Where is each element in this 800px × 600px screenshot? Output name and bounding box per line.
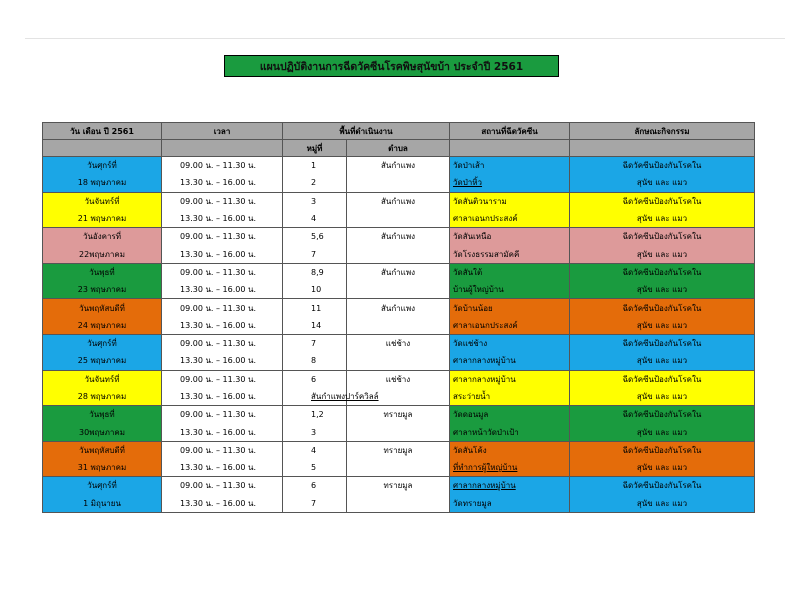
moo-cell — [283, 423, 347, 441]
activity-cell — [570, 228, 755, 246]
table-row — [43, 388, 755, 406]
day-cell — [43, 228, 162, 246]
activity-cell — [570, 459, 755, 477]
date-cell — [43, 174, 162, 192]
tambon-cell-text: ทรายมูล — [383, 445, 413, 455]
date-cell — [43, 495, 162, 513]
activity-cell — [570, 477, 755, 495]
place-cell — [450, 192, 570, 210]
table-row — [43, 263, 755, 281]
activity-cell — [570, 334, 755, 352]
place-cell — [450, 352, 570, 370]
tambon-cell — [347, 317, 450, 335]
activity-cell — [570, 388, 755, 406]
table-row — [43, 245, 755, 263]
tambon-cell-text: สันกำแพง — [380, 267, 416, 277]
place-cell-text: วัดป่าเส้า — [453, 161, 485, 171]
tambon-cell-text: แช่ช้าง — [385, 374, 411, 384]
table-row — [43, 299, 755, 317]
activity-cell-text: ฉีดวัคซีนป้องกันโรคใน — [622, 303, 702, 313]
place-cell-text: ศาลาเอนกประสงค์ — [453, 214, 518, 224]
day-cell — [43, 157, 162, 175]
time-cell — [162, 317, 283, 335]
tambon-cell-text: สันกำแพง — [380, 232, 416, 242]
moo-cell — [283, 192, 347, 210]
place-cell — [450, 245, 570, 263]
tambon-cell — [347, 192, 450, 210]
place-cell — [450, 299, 570, 317]
tambon-cell — [347, 157, 450, 175]
day-cell-text: วันพฤหัสบดีที่ — [79, 303, 125, 313]
tambon-cell — [347, 281, 450, 299]
activity-cell — [570, 495, 755, 513]
place-cell-text: ศาลากลางหมู่บ้าน — [453, 356, 516, 366]
day-cell-text: วันจันทร์ที่ — [84, 196, 120, 206]
place-cell-text: วัดโรงธรรมสามัคคี — [453, 249, 520, 259]
moo-cell — [283, 495, 347, 513]
table-subheader-row — [43, 140, 755, 157]
day-cell — [43, 263, 162, 281]
date-cell-text: 23 พฤษภาคม — [77, 285, 127, 295]
date-cell — [43, 459, 162, 477]
moo-cell — [283, 317, 347, 335]
time-cell-text: 09.00 น. – 11.30 น. — [180, 481, 256, 491]
place-cell-text: วัดดอนมูล — [453, 410, 489, 420]
header-activity: ลักษณะกิจกรรม — [570, 123, 755, 140]
moo-cell-text: 6 — [311, 481, 317, 491]
day-cell-text: วันศุกร์ที่ — [87, 339, 117, 349]
moo-cell-text: 1 — [311, 161, 317, 171]
moo-cell-text: 3 — [311, 196, 317, 206]
activity-cell-text: ฉีดวัคซีนป้องกันโรคใน — [622, 410, 702, 420]
activity-cell-text: สุนัข และ แมว — [636, 249, 688, 259]
table-row — [43, 370, 755, 388]
activity-cell-text: ฉีดวัคซีนป้องกันโรคใน — [622, 445, 702, 455]
moo-cell — [283, 228, 347, 246]
day-cell — [43, 334, 162, 352]
date-cell-text: 1 มิถุนายน — [83, 498, 121, 508]
activity-cell-text: สุนัข และ แมว — [636, 498, 688, 508]
time-cell-text: 09.00 น. – 11.30 น. — [180, 196, 256, 206]
tambon-cell — [347, 477, 450, 495]
table-row — [43, 406, 755, 424]
date-cell — [43, 210, 162, 228]
place-cell-text: วัดสันใต้ — [453, 267, 483, 277]
activity-cell — [570, 192, 755, 210]
activity-cell — [570, 317, 755, 335]
time-cell — [162, 352, 283, 370]
time-cell-text: 09.00 น. – 11.30 น. — [180, 374, 256, 384]
moo-cell — [283, 370, 347, 388]
moo-cell — [283, 388, 379, 406]
time-cell — [162, 370, 283, 388]
moo-cell — [283, 263, 347, 281]
time-cell — [162, 299, 283, 317]
place-cell — [450, 406, 570, 424]
day-cell-text: วันพุธที่ — [89, 410, 115, 420]
day-cell — [43, 477, 162, 495]
day-cell — [43, 299, 162, 317]
place-cell — [450, 423, 570, 441]
place-cell — [450, 157, 570, 175]
place-cell — [450, 495, 570, 513]
time-cell — [162, 441, 283, 459]
place-cell — [450, 317, 570, 335]
tambon-cell — [347, 263, 450, 281]
table-row — [43, 192, 755, 210]
moo-cell-text: 4 — [311, 445, 317, 455]
place-cell-text: วัดทรายมูล — [453, 498, 492, 508]
tambon-cell — [347, 459, 450, 477]
date-cell-text: 31 พฤษภาคม — [77, 463, 127, 473]
tambon-cell — [347, 352, 450, 370]
time-cell — [162, 495, 283, 513]
activity-cell-text: ฉีดวัคซีนป้องกันโรคใน — [622, 196, 702, 206]
tambon-cell — [347, 370, 450, 388]
time-cell — [162, 406, 283, 424]
activity-cell — [570, 157, 755, 175]
activity-cell — [570, 174, 755, 192]
time-cell — [162, 245, 283, 263]
place-cell — [450, 210, 570, 228]
tambon-cell — [347, 334, 450, 352]
place-cell-text: วัดสันโค้ง — [453, 445, 487, 455]
moo-cell-text: 4 — [311, 214, 317, 224]
place-cell — [450, 228, 570, 246]
place-cell-text: ที่ทำการผู้ใหญ่บ้าน — [453, 463, 518, 473]
place-cell-text: สระว่ายน้ำ — [453, 392, 491, 401]
date-cell — [43, 245, 162, 263]
activity-cell-text: สุนัข และ แมว — [636, 214, 688, 224]
time-cell-text: 09.00 น. – 11.30 น. — [180, 232, 256, 242]
activity-cell-text: ฉีดวัคซีนป้องกันโรคใน — [622, 267, 702, 277]
activity-cell-text: ฉีดวัคซีนป้องกันโรคใน — [622, 339, 702, 349]
moo-cell-text: 6 — [311, 374, 317, 384]
day-cell — [43, 441, 162, 459]
time-cell — [162, 477, 283, 495]
table-row — [43, 477, 755, 495]
header-area: พื้นที่ดำเนินงาน — [283, 123, 450, 140]
activity-cell — [570, 406, 755, 424]
header-blank — [43, 140, 162, 157]
table-row — [43, 334, 755, 352]
place-cell — [450, 263, 570, 281]
day-cell-text: วันจันทร์ที่ — [84, 374, 120, 384]
time-cell — [162, 263, 283, 281]
header-blank — [450, 140, 570, 157]
moo-cell — [283, 441, 347, 459]
activity-cell-text: ฉีดวัคซีนป้องกันโรคใน — [622, 232, 702, 242]
moo-cell-text: 8 — [311, 356, 317, 366]
moo-cell-text: 14 — [311, 320, 322, 330]
time-cell-text: 13.30 น. – 16.00 น. — [180, 214, 256, 224]
table-row — [43, 174, 755, 192]
date-cell-text: 28 พฤษภาคม — [77, 392, 127, 401]
time-cell-text: 09.00 น. – 11.30 น. — [180, 339, 256, 349]
time-cell — [162, 423, 283, 441]
day-cell-text: วันอังคารที่ — [82, 232, 122, 242]
table-row — [43, 228, 755, 246]
day-cell-text: วันพฤหัสบดีที่ — [79, 445, 125, 455]
date-cell — [43, 352, 162, 370]
moo-cell — [283, 245, 347, 263]
place-cell — [450, 477, 570, 495]
place-cell — [450, 441, 570, 459]
tambon-cell — [347, 174, 450, 192]
time-cell-text: 09.00 น. – 11.30 น. — [180, 410, 256, 420]
moo-cell-text: 5 — [311, 463, 317, 473]
time-cell — [162, 459, 283, 477]
tambon-cell — [347, 423, 450, 441]
time-cell — [162, 388, 283, 406]
page-title — [224, 55, 559, 77]
moo-cell — [283, 477, 347, 495]
header-blank — [162, 140, 283, 157]
time-cell-text: 13.30 น. – 16.00 น. — [180, 498, 256, 508]
day-cell — [43, 406, 162, 424]
tambon-cell — [347, 406, 450, 424]
date-cell-text: 25 พฤษภาคม — [77, 356, 127, 366]
place-cell-text: ศาลากลางหมู่บ้าน — [453, 481, 516, 491]
activity-cell-text: ฉีดวัคซีนป้องกันโรคใน — [622, 481, 702, 491]
moo-cell — [283, 157, 347, 175]
activity-cell-text: ฉีดวัคซีนป้องกันโรคใน — [622, 374, 702, 384]
place-cell — [450, 459, 570, 477]
time-cell — [162, 157, 283, 175]
day-cell-text: วันพุธที่ — [89, 267, 115, 277]
vaccination-schedule-table — [42, 122, 755, 513]
moo-cell — [283, 299, 347, 317]
tambon-cell-text: แช่ช้าง — [385, 339, 411, 349]
activity-cell — [570, 352, 755, 370]
time-cell-text: 13.30 น. – 16.00 น. — [180, 463, 256, 473]
activity-cell — [570, 210, 755, 228]
tambon-cell — [347, 495, 450, 513]
time-cell-text: 13.30 น. – 16.00 น. — [180, 320, 256, 330]
place-cell-text: วัดสันเหนือ — [453, 232, 492, 242]
divider-line — [25, 38, 785, 39]
table-row — [43, 441, 755, 459]
day-cell-text: วันศุกร์ที่ — [87, 481, 117, 491]
moo-cell-text: 1,2 — [311, 410, 324, 420]
activity-cell-text: สุนัข และ แมว — [636, 392, 688, 401]
time-cell — [162, 228, 283, 246]
table-row — [43, 317, 755, 335]
time-cell-text: 13.30 น. – 16.00 น. — [180, 427, 256, 437]
time-cell — [162, 174, 283, 192]
moo-cell — [283, 334, 347, 352]
activity-cell — [570, 281, 755, 299]
activity-cell-text: สุนัข และ แมว — [636, 427, 688, 437]
table-header-row — [43, 123, 755, 140]
activity-cell-text: สุนัข และ แมว — [636, 463, 688, 473]
moo-cell-text: 7 — [311, 249, 317, 259]
time-cell — [162, 192, 283, 210]
place-cell-text: บ้านผู้ใหญ่บ้าน — [453, 285, 504, 295]
time-cell-text: 09.00 น. – 11.30 น. — [180, 445, 256, 455]
tambon-cell — [347, 228, 450, 246]
time-cell-text: 09.00 น. – 11.30 น. — [180, 303, 256, 313]
day-cell-text: วันศุกร์ที่ — [87, 161, 117, 171]
tambon-cell-text: สันกำแพง — [380, 196, 416, 206]
time-cell — [162, 281, 283, 299]
header-date: วัน เดือน ปี 2561 — [43, 123, 162, 140]
moo-cell-text: 2 — [311, 178, 317, 188]
activity-cell — [570, 263, 755, 281]
moo-cell-text: 7 — [311, 339, 317, 349]
place-cell-text: วัดป่าหิ้ว — [453, 178, 483, 188]
header-blank — [570, 140, 755, 157]
activity-cell-text: สุนัข และ แมว — [636, 320, 688, 330]
activity-cell — [570, 299, 755, 317]
moo-cell-text: 7 — [311, 498, 317, 508]
header-time: เวลา — [162, 123, 283, 140]
date-cell-text: 22พฤษภาคม — [79, 249, 125, 259]
date-cell — [43, 388, 162, 406]
moo-cell-text: สันกำแพงปาร์ควิลล์ — [311, 392, 379, 401]
place-cell — [450, 334, 570, 352]
moo-cell — [283, 406, 347, 424]
activity-cell-text: ฉีดวัคซีนป้องกันโรคใน — [622, 161, 702, 171]
place-cell-text: วัดบ้านน้อย — [453, 303, 493, 313]
tambon-cell-text: สันกำแพง — [380, 303, 416, 313]
date-cell — [43, 423, 162, 441]
tambon-cell — [347, 245, 450, 263]
header-place: สถานที่ฉีดวัคซีน — [450, 123, 570, 140]
moo-cell — [283, 210, 347, 228]
table-row — [43, 157, 755, 175]
moo-cell — [283, 281, 347, 299]
activity-cell — [570, 441, 755, 459]
time-cell — [162, 334, 283, 352]
activity-cell — [570, 423, 755, 441]
date-cell-text: 21 พฤษภาคม — [77, 214, 127, 224]
time-cell-text: 13.30 น. – 16.00 น. — [180, 285, 256, 295]
tambon-cell-text: สันกำแพง — [380, 161, 416, 171]
time-cell-text: 13.30 น. – 16.00 น. — [180, 392, 256, 401]
place-cell — [450, 388, 570, 406]
activity-cell-text: สุนัข และ แมว — [636, 178, 688, 188]
day-cell — [43, 192, 162, 210]
table-row — [43, 281, 755, 299]
time-cell-text: 09.00 น. – 11.30 น. — [180, 161, 256, 171]
date-cell — [43, 317, 162, 335]
time-cell-text: 09.00 น. – 11.30 น. — [180, 267, 256, 277]
place-cell-text: วัดสันติวนาราม — [453, 196, 507, 206]
table-row — [43, 423, 755, 441]
table-row — [43, 459, 755, 477]
place-cell-text: ศาลาเอนกประสงค์ — [453, 320, 518, 330]
moo-cell — [283, 459, 347, 477]
place-cell-text: ศาลากลางหมู่บ้าน — [453, 374, 516, 384]
activity-cell — [570, 245, 755, 263]
place-cell-text: วัดแช่ช้าง — [453, 339, 488, 349]
moo-cell-text: 10 — [311, 285, 322, 295]
activity-cell-text: สุนัข และ แมว — [636, 356, 688, 366]
tambon-cell — [347, 441, 450, 459]
place-cell-text: ศาลาหน้าวัดป่าเป้า — [453, 427, 519, 437]
date-cell-text: 24 พฤษภาคม — [77, 320, 127, 330]
place-cell — [450, 174, 570, 192]
tambon-cell-text: ทรายมูล — [383, 481, 413, 491]
activity-cell-text: สุนัข และ แมว — [636, 285, 688, 295]
header-tambon: ตำบล — [347, 140, 450, 157]
tambon-cell — [347, 299, 450, 317]
moo-cell — [283, 174, 347, 192]
place-cell — [450, 281, 570, 299]
tambon-cell — [347, 210, 450, 228]
time-cell-text: 13.30 น. – 16.00 น. — [180, 178, 256, 188]
place-cell — [450, 370, 570, 388]
table-row — [43, 495, 755, 513]
tambon-cell-text: ทรายมูล — [383, 410, 413, 420]
time-cell-text: 13.30 น. – 16.00 น. — [180, 356, 256, 366]
moo-cell-text: 8,9 — [311, 267, 324, 277]
moo-cell-text: 3 — [311, 427, 317, 437]
moo-cell-text: 5,6 — [311, 232, 324, 242]
moo-cell — [283, 352, 347, 370]
table-body — [43, 157, 755, 513]
time-cell-text: 13.30 น. – 16.00 น. — [180, 249, 256, 259]
activity-cell — [570, 370, 755, 388]
day-cell — [43, 370, 162, 388]
time-cell — [162, 210, 283, 228]
date-cell-text: 30พฤษภาคม — [79, 427, 125, 437]
table-row — [43, 210, 755, 228]
page-title-text: แผนปฏิบัติงานการฉีดวัคซีนโรคพิษสุนัขบ้า ประจำปี 2561 — [259, 60, 524, 73]
moo-cell-text: 11 — [311, 303, 322, 313]
date-cell-text: 18 พฤษภาคม — [77, 178, 127, 188]
header-moo: หมู่ที่ — [283, 140, 347, 157]
date-cell — [43, 281, 162, 299]
table-row — [43, 352, 755, 370]
